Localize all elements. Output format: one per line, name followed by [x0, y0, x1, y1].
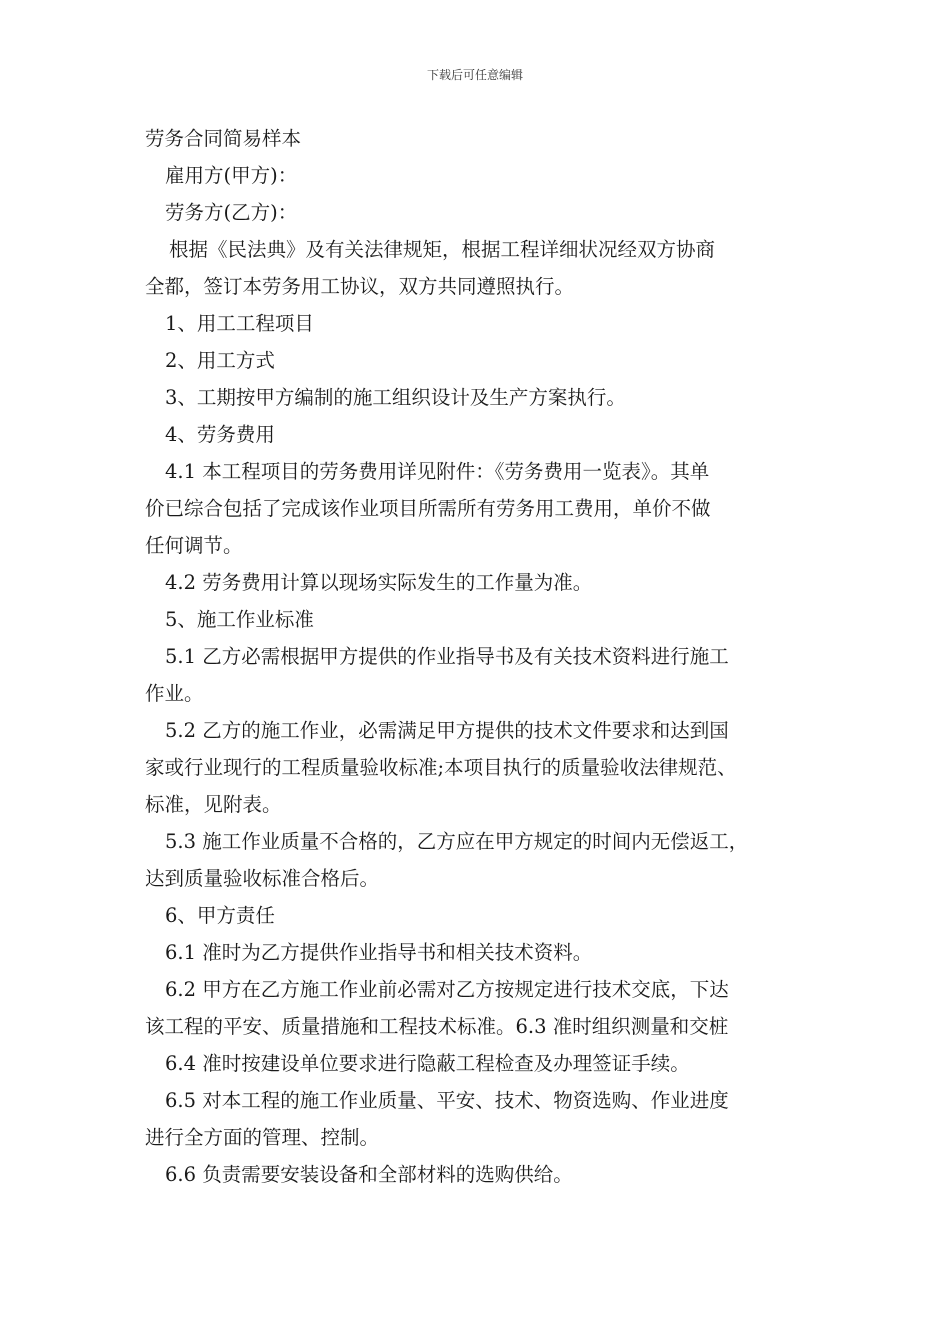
document-line: 5、施工作业标准 — [165, 608, 314, 631]
document-line: 根据《民法典》及有关法律规矩，根据工程详细状况经双方协商 — [169, 238, 716, 261]
document-line: 家或行业现行的工程质量验收标准;本项目执行的质量验收法律规范、 — [145, 756, 737, 779]
document-line: 4、劳务费用 — [165, 423, 275, 446]
document-line: 任何调节。 — [145, 534, 243, 557]
document-line: 6.4 准时按建设单位要求进行隐蔽工程检查及办理签证手续。 — [165, 1052, 690, 1075]
document-line: 价已综合包括了完成该作业项目所需所有劳务用工费用，单价不做 — [145, 497, 711, 520]
document-line: 5.3 施工作业质量不合格的，乙方应在甲方规定的时间内无偿返工， — [165, 830, 749, 853]
document-line: 该工程的平安、质量措施和工程技术标准。6.3 准时组织测量和交桩 — [145, 1015, 729, 1038]
document-line: 全都，签订本劳务用工协议，双方共同遵照执行。 — [145, 275, 575, 298]
document-body — [145, 120, 825, 1193]
document-line: 标准，见附表。 — [145, 793, 282, 816]
document-line: 5.1 乙方必需根据甲方提供的作业指导书及有关技术资料进行施工 — [165, 645, 729, 668]
document-line: 雇用方(甲方)： — [165, 164, 298, 187]
document-line: 2、用工方式 — [165, 349, 275, 372]
page-header: 下载后可任意编辑 — [426, 68, 523, 82]
document-line: 6、甲方责任 — [165, 904, 275, 927]
document-line: 达到质量验收标准合格后。 — [145, 867, 380, 890]
document-title: 劳务合同简易样本 — [145, 127, 302, 150]
document-line: 6.6 负责需要安装设备和全部材料的选购供给。 — [165, 1163, 573, 1186]
document-line: 4.1 本工程项目的劳务费用详见附件：《劳务费用一览表》。其单 — [165, 460, 710, 483]
document-line: 4.2 劳务费用计算以现场实际发生的工作量为准。 — [165, 571, 593, 594]
document-line: 作业。 — [145, 682, 204, 705]
document-line: 1、用工工程项目 — [165, 312, 314, 335]
document-line: 劳务方(乙方)： — [165, 201, 298, 224]
document-line: 6.1 准时为乙方提供作业指导书和相关技术资料。 — [165, 941, 593, 964]
document-line: 进行全方面的管理、控制。 — [145, 1126, 380, 1149]
document-line: 5.2 乙方的施工作业，必需满足甲方提供的技术文件要求和达到国 — [165, 719, 729, 742]
document-line: 6.2 甲方在乙方施工作业前必需对乙方按规定进行技术交底，下达 — [165, 978, 729, 1001]
document-line: 6.5 对本工程的施工作业质量、平安、技术、物资选购、作业进度 — [165, 1089, 729, 1112]
document-line: 3、工期按甲方编制的施工组织设计及生产方案执行。 — [165, 386, 626, 409]
